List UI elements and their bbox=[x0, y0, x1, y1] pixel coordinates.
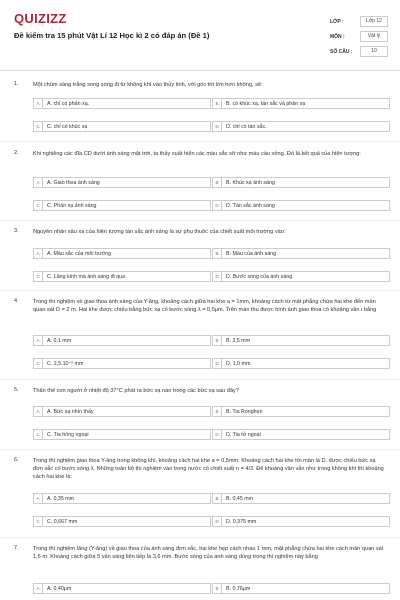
question-number: 6. bbox=[14, 457, 19, 463]
question-number: 3. bbox=[14, 228, 19, 234]
quizizz-logo: QUIZIZZ bbox=[14, 11, 67, 26]
option-c[interactable] bbox=[33, 121, 211, 132]
option-letter: B bbox=[213, 99, 222, 108]
option-c[interactable] bbox=[33, 200, 211, 211]
option-letter: A bbox=[34, 178, 43, 187]
option-text: A. Màu sắc của môi trường bbox=[47, 250, 112, 257]
option-b[interactable] bbox=[212, 493, 390, 504]
option-letter: B bbox=[213, 178, 222, 187]
meta-value: Vật lý bbox=[360, 31, 388, 42]
question-divider bbox=[0, 379, 400, 380]
option-b[interactable] bbox=[212, 98, 390, 109]
option-b[interactable] bbox=[212, 583, 390, 594]
question-text: Trong thí nghiệm về giao thoa ánh sáng của Y-âng, khoảng cách giữa hai khe a = 1mm, khoảng cách từ mặt phẳng chứa hai khe đến màn quan sát D = 2 m. Hai khe được chiếu bằng bức xạ có bước sóng λ = 0,5μm. Trên màn thu được hình ảnh giao thoa có khoảng vân i bằng bbox=[33, 299, 377, 313]
question-divider bbox=[0, 449, 400, 450]
question-number: 1. bbox=[14, 81, 19, 87]
option-text: C. Phản xạ ánh sáng bbox=[47, 202, 97, 209]
option-letter: A bbox=[34, 584, 43, 593]
option-text: A. 0,1 mm bbox=[47, 337, 72, 344]
option-text: B. 2,5 mm bbox=[226, 337, 251, 344]
option-a[interactable] bbox=[33, 335, 211, 346]
option-text: D. chỉ có tán sắc. bbox=[226, 123, 267, 130]
option-letter: A bbox=[34, 249, 43, 258]
option-d[interactable] bbox=[212, 121, 390, 132]
option-text: C. chỉ có khúc xạ bbox=[47, 123, 88, 130]
option-text: A. Bức xạ nhìn thấy bbox=[47, 408, 94, 415]
option-text: B. có khúc xạ, tán sắc và phản xạ bbox=[226, 100, 306, 107]
option-letter: A bbox=[34, 494, 43, 503]
option-letter: D bbox=[213, 430, 222, 439]
option-text: A. chỉ có phản xạ. bbox=[47, 100, 90, 107]
question-number: 5. bbox=[14, 387, 19, 393]
option-letter: D bbox=[213, 272, 222, 281]
option-text: D. Tia tử ngoại bbox=[226, 431, 261, 438]
option-text: D. Tán sắc ánh sáng bbox=[226, 202, 275, 209]
meta-row-class bbox=[330, 14, 388, 29]
question-divider bbox=[0, 537, 400, 538]
meta-label: MÔN : bbox=[330, 33, 345, 40]
option-d[interactable] bbox=[212, 516, 390, 527]
option-a[interactable] bbox=[33, 248, 211, 259]
option-b[interactable] bbox=[212, 177, 390, 188]
option-letter: C bbox=[34, 272, 43, 281]
option-a[interactable] bbox=[33, 493, 211, 504]
option-letter: B bbox=[213, 494, 222, 503]
option-text: C. 0,667 mm bbox=[47, 518, 78, 525]
option-text: A. 0,40μm bbox=[47, 585, 72, 592]
option-letter: A bbox=[34, 407, 43, 416]
option-text: B. Tia Ronghen bbox=[226, 408, 263, 415]
option-text: A. 0,35 mm bbox=[47, 495, 75, 502]
option-letter: D bbox=[213, 359, 222, 368]
option-letter: C bbox=[34, 430, 43, 439]
option-letter: B bbox=[213, 336, 222, 345]
option-letter: B bbox=[213, 584, 222, 593]
question-divider bbox=[0, 290, 400, 291]
meta-row-subject bbox=[330, 29, 388, 44]
option-c[interactable] bbox=[33, 358, 211, 369]
option-text: D. 0,375 mm bbox=[226, 518, 257, 525]
option-letter: C bbox=[34, 122, 43, 131]
option-c[interactable] bbox=[33, 516, 211, 527]
meta-value: Lớp 12 bbox=[360, 16, 388, 27]
meta-value: 10 bbox=[360, 46, 388, 57]
meta-label: LỚP : bbox=[330, 18, 344, 25]
option-letter: B bbox=[213, 249, 222, 258]
question-divider bbox=[0, 141, 400, 142]
option-text: B. Khúc xạ ánh sáng bbox=[226, 179, 275, 186]
option-d[interactable] bbox=[212, 429, 390, 440]
header-divider bbox=[0, 70, 400, 71]
option-text: C. Lăng kính mà ánh sáng đi qua bbox=[47, 273, 126, 280]
meta-box bbox=[330, 14, 388, 59]
option-b[interactable] bbox=[212, 248, 390, 259]
option-b[interactable] bbox=[212, 335, 390, 346]
option-text: B. 0,45 mm bbox=[226, 495, 254, 502]
question-text: Một chùm sáng trắng song song đi từ không khí vào thủy tinh, với góc tới lớn hơn không, sẽ: bbox=[33, 82, 263, 88]
option-text: A. Giao thoa ánh sáng bbox=[47, 179, 100, 186]
meta-row-count bbox=[330, 44, 388, 59]
question-text: Trong thí nghiệm Iâng (Y-âng) về giao thoa của ánh sáng đơn sắc, hai khe hẹp cách nhau 1 mm, mặt phẳng chứa hai khe cách màn quan sát 1,5 m. Khoảng cách giữa 5 vân sáng liên tiếp là 3,6 mm. Bước sóng của ánh sáng dùng trong thí nghiệm này bằng bbox=[33, 546, 384, 560]
option-c[interactable] bbox=[33, 271, 211, 282]
option-letter: C bbox=[34, 517, 43, 526]
option-a[interactable] bbox=[33, 98, 211, 109]
question-text: Thân thể con người ở nhiệt độ 37°C phát ra bức xạ nào trong các bức xạ sau đây? bbox=[33, 388, 239, 394]
option-c[interactable] bbox=[33, 429, 211, 440]
option-d[interactable] bbox=[212, 271, 390, 282]
option-text: B. 0,76μm bbox=[226, 585, 251, 592]
option-letter: A bbox=[34, 99, 43, 108]
header bbox=[0, 0, 400, 62]
option-letter: C bbox=[34, 201, 43, 210]
option-text: C. Tia hồng ngoại bbox=[47, 431, 89, 438]
option-letter: D bbox=[213, 201, 222, 210]
option-b[interactable] bbox=[212, 406, 390, 417]
option-letter: C bbox=[34, 359, 43, 368]
option-text: D. 1,0 mm bbox=[226, 360, 251, 367]
option-text: B. Màu của ánh sáng bbox=[226, 250, 277, 257]
question-number: 2. bbox=[14, 150, 19, 156]
option-letter: B bbox=[213, 407, 222, 416]
option-letter: A bbox=[34, 336, 43, 345]
question-text: Khi nghiêng các đĩa CD dưới ánh sáng mặt trời, ta thấy xuất hiện các màu sắc sỡ như màu cầu vồng. Đó là kết quả của hiện tượng: bbox=[33, 151, 361, 157]
question-divider bbox=[0, 220, 400, 221]
option-d[interactable] bbox=[212, 358, 390, 369]
question-number: 7. bbox=[14, 545, 19, 551]
option-a[interactable] bbox=[33, 406, 211, 417]
question-number: 4. bbox=[14, 298, 19, 304]
question-text: Trong thí nghiệm giao thoa Y-âng trong không khí, khoảng cách hai khe a = 0,5mm. Khoảng cách hai khe tới màn là D, được chiếu bức xạ đơn sắc có bước sóng λ. Những toàn bộ thí nghiệm vào trong nước có chiết suất n = 4/3. Để khoảng vân vẫn như trong không khí thì khoảng cách hai khe là: bbox=[33, 458, 384, 480]
meta-label: SỐ CÂU : bbox=[330, 48, 353, 55]
option-d[interactable] bbox=[212, 200, 390, 211]
option-letter: D bbox=[213, 122, 222, 131]
option-a[interactable] bbox=[33, 177, 211, 188]
option-a[interactable] bbox=[33, 583, 211, 594]
option-text: C. 2,5.10⁻² mm bbox=[47, 360, 84, 367]
page-title: Đề kiểm tra 15 phút Vật Lí 12 Học kì 2 có đáp án (Đề 1) bbox=[14, 31, 210, 40]
option-letter: D bbox=[213, 517, 222, 526]
question-text: Nguyên nhân sâu xa của hiện tượng tán sắc ánh sáng là sự phụ thuộc của chiết suất môi trường vào: bbox=[33, 229, 286, 235]
option-text: D. Bước sóng của ánh sáng bbox=[226, 273, 293, 280]
